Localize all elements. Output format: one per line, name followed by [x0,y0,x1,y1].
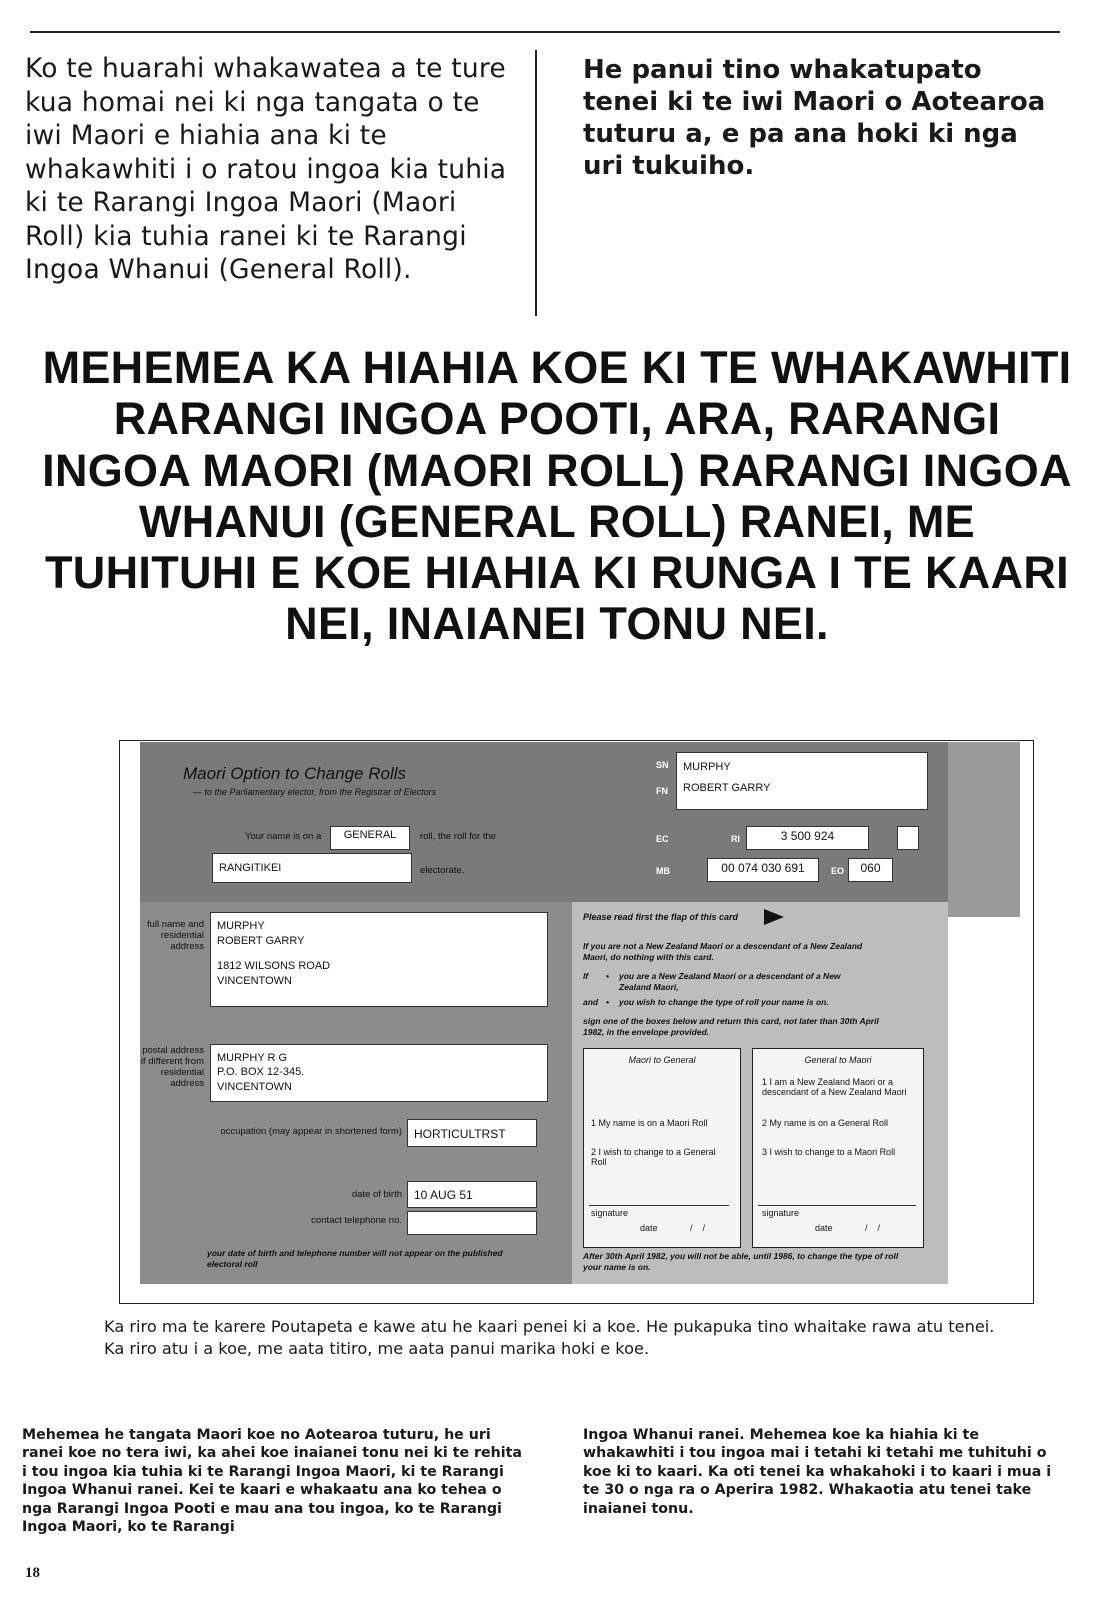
your-name-label: Your name is on a [245,831,322,842]
ri-field: 3 500 924 [746,826,869,850]
phone-field [407,1211,537,1235]
eo-field: 060 [848,858,893,882]
address-line-2: VINCENTOWN [217,974,292,987]
name-block [676,752,928,810]
column-divider [535,50,537,316]
occupation-field: HORTICULTRST [407,1119,537,1147]
maori-to-general-item-2: 2 I wish to change to a General Roll [591,1147,716,1168]
general-to-maori-signature[interactable]: signature [762,1208,800,1218]
instruction-1: If you are not a New Zealand Maori or a descendant of a New Zealand Maori, do nothing with this card. [583,941,863,962]
card-subtitle: — to the Parliamentary elector, from the Registrar of Electors [193,787,437,797]
general-to-maori-date[interactable]: date [815,1223,833,1233]
general-to-maori-item-1: 1 I am a New Zealand Maori or a descendant of a New Zealand Maori [762,1077,907,1098]
page-number: 18 [25,1565,40,1581]
check-box [897,826,919,850]
address-line-1: 1812 WILSONS ROAD [217,959,331,972]
full-name-field [210,912,548,1007]
code-mb: MB [656,866,670,876]
code-ec: EC [656,834,669,844]
surname-value: MURPHY [683,761,731,773]
intro-left-text: Ko te huarahi whakawatea a te ture kua homai nei ki nga tangata o te iwi Maori e hiahia ana ki te whakawhiti i o ratou ingoa kia tuhia ki te Rarangi Ingoa Maori (Maori Roll) kia tuhia ranei ki te Rarangi Ingoa Whanui (General Roll). [25,53,507,285]
dob-field: 10 AUG 51 [407,1181,537,1208]
general-to-maori-item-3: 3 I wish to change to a Maori Roll [762,1147,896,1157]
code-fn: FN [656,786,668,796]
postal-line-3: VINCENTOWN [217,1080,292,1093]
maori-to-general-item-1: 1 My name is on a Maori Roll [591,1118,708,1128]
code-sn: SN [656,760,669,770]
dob-label: date of birth [351,1189,402,1200]
arrow-right-icon [764,909,784,925]
headline: MEHEMEA KA HIAHIA KOE KI TE WHAKAWHITI RARANGI INGOA POOTI, ARA, RARANGI INGOA MAORI (MAORI ROLL) RARANGI INGOA WHANUI (GENERAL ROLL) RANEI, ME TUHITUHI E KOE HIAHIA KI RUNGA I TE KAARI NEI, INAIANEI TONU NEI. [42,342,1072,650]
instruction-2: you are a New Zealand Maori or a descendant of a New Zealand Maori, [619,971,841,992]
code-eo: EO [831,866,845,876]
full-name-label: full name and residential address [146,919,204,952]
privacy-note: your date of birth and telephone number will not appear on the published electoral roll [207,1248,503,1269]
signature-line [758,1205,916,1206]
forenames-value: ROBERT GARRY [683,782,771,795]
bullet-icon: • [606,971,609,981]
date-separator: / / [690,1223,706,1233]
general-to-maori-title: General to Maori [804,1055,872,1065]
maori-to-general-title: Maori to General [628,1055,696,1065]
instruction-if: If [583,971,589,981]
mb-field: 00 074 030 691 [707,858,819,882]
phone-label: contact telephone no. [311,1215,402,1226]
electorate-label: electorate. [420,865,465,876]
instruction-3: you wish to change the type of roll your name is on. [619,997,829,1007]
intro-right-text: He panui tino whakatupato tenei ki te iwi Maori o Aotearoa tuturu a, e pa ana hoki ki nga uri tukuiho. [583,55,1046,181]
date-separator: / / [865,1223,881,1233]
code-ri: RI [731,834,740,844]
full-name-value-2: ROBERT GARRY [217,934,305,947]
postal-line-1: MURPHY R G [217,1052,288,1064]
instruction-4: sign one of the boxes below and return this card, not later than 30th April 1982, in the envelope provided. [583,1016,879,1037]
occupation-label: occupation (may appear in shortened form) [220,1126,402,1137]
flap-note: Please read first the flap of this card [583,912,739,922]
general-to-maori-item-2: 2 My name is on a General Roll [762,1118,889,1128]
signature-line [589,1205,729,1206]
full-name-value: MURPHY [217,920,265,932]
roll-for-label: roll, the roll for the [420,831,497,842]
card-caption: Ka riro ma te karere Poutapeta e kawe atu he kaari penei ki a koe. He pukapuka tino whaitake rawa atu tenei. Ka riro atu i a koe, me aata titiro, me aata panui marika hoki e koe. [104,1317,995,1358]
postal-address-label: postal address if different from residential address [140,1045,204,1089]
maori-to-general-date[interactable]: date [640,1223,658,1233]
postal-line-2: P.O. BOX 12-345. [217,1066,305,1079]
electorate-field: RANGITIKEI [212,853,412,883]
card-right-strip [948,742,1020,917]
bullet-icon: • [606,997,609,1007]
after-note: After 30th April 1982, you will not be able, until 1986, to change the type of roll your name is on. [583,1251,899,1272]
roll-type-field: GENERAL [330,826,410,850]
maori-to-general-signature[interactable]: signature [591,1208,629,1218]
instruction-and: and [583,997,599,1007]
bottom-right-text: Ingoa Whanui ranei. Mehemea koe ka hiahia ki te whakawhiti i tou ingoa mai i tetahi ki tetahi me tuhituhi o koe ki to kaari. Ka oti tenei ka whakahoki i to kaari i mua i te 30 o nga ra o Aperira 1982. Whakaotia atu tenei take inaianei tonu. [583,1427,1052,1517]
postal-address-field [210,1044,548,1102]
top-rule [30,31,1060,33]
bottom-left-text: Mehemea he tangata Maori koe no Aotearoa tuturu, he uri ranei koe no tera iwi, ka ahei koe inaianei tonu nei ki te rehita i tou ingoa kia tuhia ki te Rarangi Ingoa Maori, ki te Rarangi Ingoa Whanui ranei. Kei te kaari e whakaatu ana ko tehea o nga Rarangi Ingoa Pooti e mau ana tou ingoa, ko te Rarangi Ingoa Maori, ko te Rarangi [22,1427,522,1536]
card-title: Maori Option to Change Rolls [183,764,407,783]
